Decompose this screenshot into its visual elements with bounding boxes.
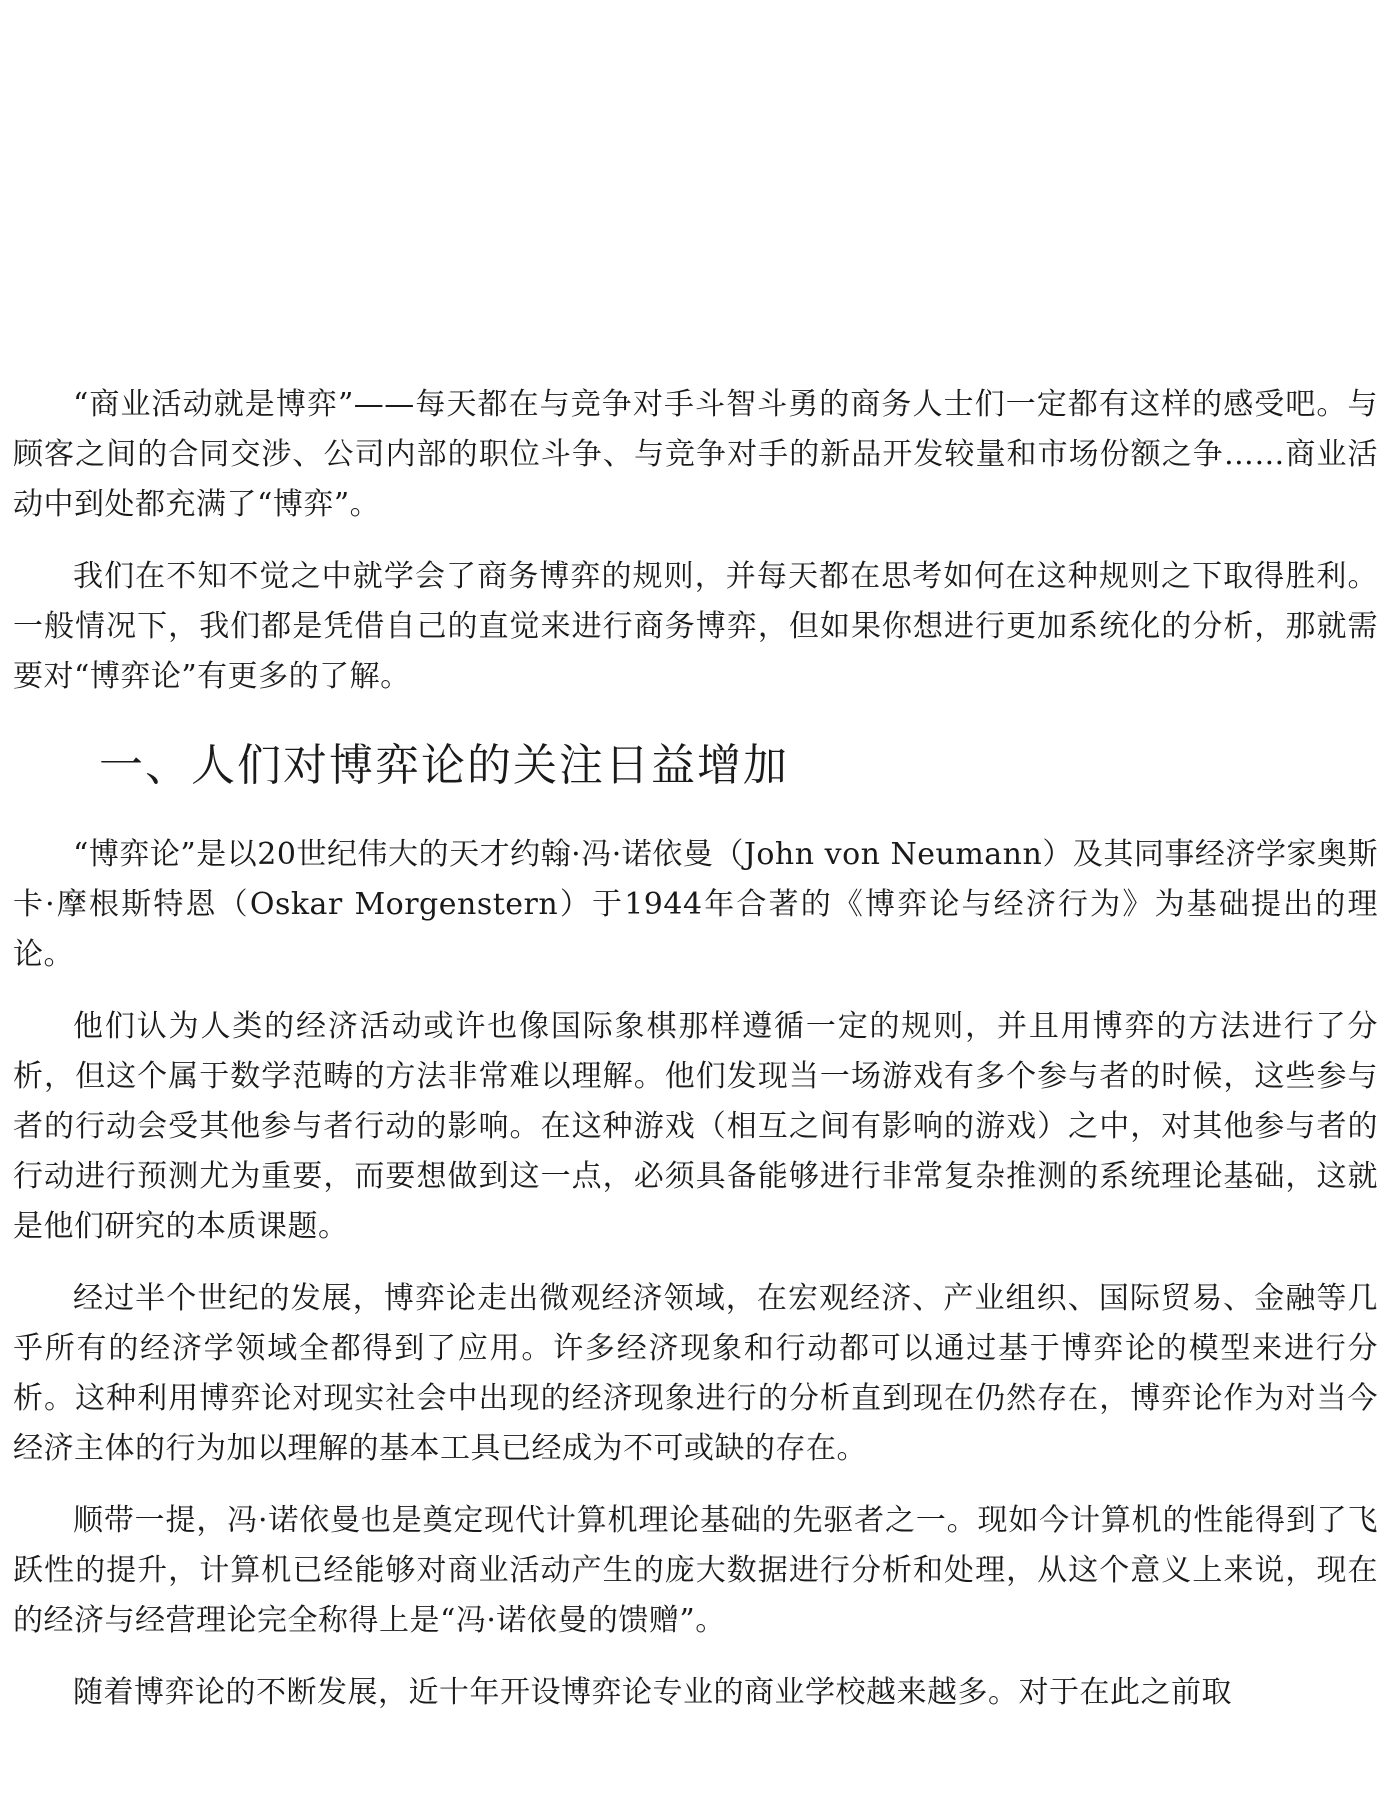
paragraph-section-3: 经过半个世纪的发展，博弈论走出微观经济领域，在宏观经济、产业组织、国际贸易、金融等几乎所有的经济学领域全都得到了应用。许多经济现象和行动都可以通过基于博弈论的模型来进行分析。这种利用博弈论对现实社会中出现的经济现象进行的分析直到现在仍然存在，博弈论作为对当今经济主体的行为加以理解的基本工具已经成为不可或缺的存在。 (13, 1281, 1378, 1466)
document-body (13, 380, 1378, 1718)
paragraph-section-5: 随着博弈论的不断发展，近十年开设博弈论专业的商业学校越来越多。对于在此之前取 (73, 1675, 1232, 1710)
section-heading: 一、人们对博弈论的关注日益增加 (99, 740, 789, 791)
paragraph-section-1: “博弈论”是以20世纪伟大的天才约翰·冯·诺依曼（John von Neumann）及其同事经济学家奥斯卡·摩根斯特恩（Oskar Morgenstern）于1944年合著的《博弈论与经济行为》为基础提出的理论。 (13, 837, 1378, 972)
paragraph-section-2: 他们认为人类的经济活动或许也像国际象棋那样遵循一定的规则，并且用博弈的方法进行了分析，但这个属于数学范畴的方法非常难以理解。他们发现当一场游戏有多个参与者的时候，这些参与者的行动会受其他参与者行动的影响。在这种游戏（相互之间有影响的游戏）之中，对其他参与者的行动进行预测尤为重要，而要想做到这一点，必须具备能够进行非常复杂推测的系统理论基础，这就是他们研究的本质课题。 (13, 1009, 1378, 1244)
paragraph-section-4: 顺带一提，冯·诺依曼也是奠定现代计算机理论基础的先驱者之一。现如今计算机的性能得到了飞跃性的提升，计算机已经能够对商业活动产生的庞大数据进行分析和处理，从这个意义上来说，现在的经济与经营理论完全称得上是“冯·诺依曼的馈赠”。 (13, 1503, 1378, 1638)
paragraph-intro-2: 我们在不知不觉之中就学会了商务博弈的规则，并每天都在思考如何在这种规则之下取得胜利。一般情况下，我们都是凭借自己的直觉来进行商务博弈，但如果你想进行更加系统化的分析，那就需要对“博弈论”有更多的了解。 (13, 559, 1378, 694)
paragraph-intro-1: “商业活动就是博弈”——每天都在与竞争对手斗智斗勇的商务人士们一定都有这样的感受吧。与顾客之间的合同交涉、公司内部的职位斗争、与竞争对手的新品开发较量和市场份额之争……商业活动中到处都充满了“博弈”。 (13, 387, 1378, 522)
